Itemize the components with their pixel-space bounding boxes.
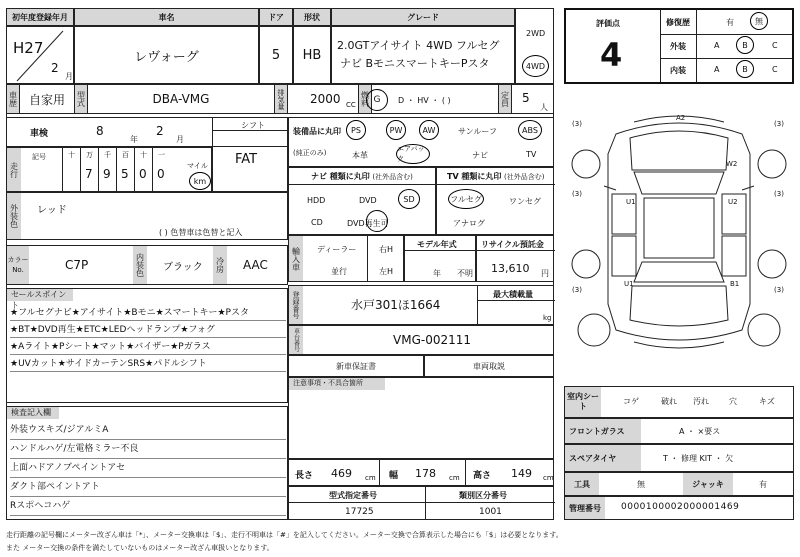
navi-dvd: DVD bbox=[359, 196, 377, 205]
tv-oneseg: ワンセグ bbox=[509, 197, 541, 206]
car-name-cell bbox=[74, 26, 259, 84]
import-cell bbox=[288, 235, 404, 282]
diagram-mark-a2: A2 bbox=[676, 114, 686, 122]
door-header: ドア bbox=[259, 8, 293, 26]
diagram-mark-3-ml: (3) bbox=[572, 190, 582, 198]
car-diagram bbox=[564, 94, 794, 376]
inspector-note-line: 外装ウスキズ/ジアルミA bbox=[10, 422, 286, 440]
model-year-unit: 年 bbox=[433, 269, 441, 278]
ac-label: 冷房 bbox=[213, 246, 227, 284]
type-numbers-divider bbox=[425, 487, 426, 519]
equip-pw-circled: PW bbox=[386, 120, 406, 140]
navi-cd: CD bbox=[311, 218, 323, 227]
equip-ps-circled: PS bbox=[346, 120, 366, 140]
type-number-value: 17725 bbox=[345, 507, 374, 517]
length-value: 469 bbox=[331, 467, 352, 480]
equipment-label: 装備品に丸印 bbox=[293, 127, 341, 136]
exterior-grade-label: 外装 bbox=[670, 42, 686, 51]
score-box bbox=[564, 8, 794, 84]
equipment-sub: (純正のみ) bbox=[293, 149, 327, 157]
type-number-label: 型式指定番号 bbox=[329, 491, 377, 500]
notes-cell bbox=[288, 377, 554, 459]
diagram-mark-u2: U2 bbox=[728, 198, 738, 206]
chassis-label: 車台番号 bbox=[289, 326, 303, 354]
mileage-unit-label: 十 bbox=[68, 151, 75, 159]
diagram-mark-3-br: (3) bbox=[774, 286, 784, 294]
inspection-month-unit: 月 bbox=[176, 135, 184, 144]
exterior-color-cell bbox=[6, 192, 288, 240]
class-number-value: 1001 bbox=[479, 507, 502, 517]
body-shape: HB bbox=[302, 47, 322, 63]
width-unit: cm bbox=[449, 474, 460, 482]
recycle-value: 13,610 bbox=[491, 262, 530, 275]
height-unit: cm bbox=[543, 474, 554, 482]
capacity-value: 5 bbox=[522, 91, 530, 105]
seat-opt-tear: 破れ bbox=[661, 397, 677, 406]
reg-year: H27 bbox=[13, 39, 44, 57]
manual-cell: 車両取説 bbox=[424, 355, 554, 377]
equip-sunroof: サンルーフ bbox=[458, 127, 497, 136]
drive-4wd-circled: 4WD bbox=[522, 55, 549, 77]
shift-label: シフト bbox=[241, 121, 265, 130]
drive-cell bbox=[515, 8, 554, 84]
recycle-unit: 円 bbox=[541, 269, 549, 278]
mileage-unit-label: 千 bbox=[104, 151, 111, 159]
grade-cell bbox=[331, 26, 515, 84]
model-year-unknown: 不明 bbox=[457, 269, 473, 278]
door-count: 5 bbox=[271, 47, 281, 63]
inspection-year: 8 bbox=[96, 124, 104, 138]
navi-dvd-play: DVD再生可 bbox=[347, 219, 389, 228]
sales-points-label: セールスポイント bbox=[7, 289, 73, 301]
model-year-underline bbox=[405, 250, 477, 251]
shape-header: 形状 bbox=[293, 8, 331, 26]
exterior-color-note: ( ) 色替車は色替と記入 bbox=[159, 228, 243, 237]
mileage-digit: 0 bbox=[139, 167, 147, 181]
inspector-note-line: Rスポヘコハゲ bbox=[10, 498, 286, 516]
mile-label: マイル bbox=[187, 162, 208, 170]
mileage-column bbox=[134, 147, 152, 192]
mileage-unit-label: 一 bbox=[158, 151, 165, 159]
diagram-mark-u1-rear: U1 bbox=[624, 280, 634, 288]
type-numbers-row bbox=[288, 486, 554, 520]
management-value: 0000100002000001469 bbox=[621, 502, 740, 512]
inspection-month: 2 bbox=[156, 124, 164, 138]
management-label: 管理番号 bbox=[565, 497, 605, 519]
diagram-mark-3-mr: (3) bbox=[774, 190, 784, 198]
mileage-unit-label: 十 bbox=[140, 151, 147, 159]
warranty-cell: 新車保証書 bbox=[288, 355, 424, 377]
car-outline-icon bbox=[564, 94, 794, 376]
width-value: 178 bbox=[415, 467, 436, 480]
score-divider-2 bbox=[696, 10, 697, 82]
shape-cell bbox=[293, 26, 331, 84]
spare-label: スペアタイヤ bbox=[565, 445, 641, 471]
inspector-note-line: ハンドルハゲ/左電格ミラー不良 bbox=[10, 441, 286, 459]
fuel-label: 燃料 bbox=[358, 84, 372, 114]
inspector-note-line: ダクト部ペイントアト bbox=[10, 479, 286, 497]
interior-color-value: ブラック bbox=[163, 262, 203, 273]
first-reg-cell bbox=[6, 26, 74, 84]
import-label: 輸入車 bbox=[289, 236, 303, 281]
color-no-row bbox=[6, 245, 288, 285]
sales-point-line: ★フルセグナビ★アイサイト★Bモニ★スマートキー★Pスタ bbox=[10, 305, 286, 321]
seat-opt-burn: コゲ bbox=[623, 397, 639, 406]
recycle-label: リサイクル預託金 bbox=[481, 240, 544, 249]
exterior-color-value: レッド bbox=[37, 205, 67, 216]
type-numbers-midline bbox=[289, 502, 555, 503]
seat-opt-dirt: 汚れ bbox=[693, 397, 709, 406]
tools-row bbox=[564, 472, 794, 496]
capacity-unit: 人 bbox=[540, 103, 548, 112]
door-cell bbox=[259, 26, 293, 84]
inspector-notes-label: 検査記入欄 bbox=[7, 407, 59, 419]
shift-cell bbox=[212, 117, 288, 192]
mileage-label: 走行 bbox=[7, 148, 21, 191]
equip-leather: 本革 bbox=[352, 151, 368, 160]
max-load-label: 最大積載量 bbox=[493, 290, 533, 299]
grade-line1: 2.0GTアイサイト 4WD フルセグ bbox=[337, 39, 500, 52]
jack-label: ジャッキ bbox=[683, 473, 733, 495]
chassis-cell bbox=[288, 325, 554, 355]
mileage-column bbox=[62, 147, 80, 192]
car-name: レヴォーグ bbox=[134, 49, 199, 65]
max-load-underline bbox=[477, 300, 555, 301]
diagram-mark-3-tl: (3) bbox=[572, 120, 582, 128]
footer-line-1: 走行距離の記号欄にメーター改ざん車は「*」、メーター交換車は「$」、走行不明車は「#」を記入してください。メーター交換で合算表示した場合にも「$」は必要となります。 bbox=[6, 531, 563, 539]
name-header: 車名 bbox=[74, 8, 259, 26]
navi-sd-circled: SD bbox=[398, 189, 420, 209]
model-year-label: モデル年式 bbox=[417, 240, 457, 249]
tools-value: 無 bbox=[637, 480, 645, 489]
chassis-value: VMG-002111 bbox=[393, 333, 471, 347]
seat-opt-hole: 穴 bbox=[729, 397, 737, 406]
first-reg-header: 初年度登録年月 bbox=[6, 8, 74, 26]
model-label: 型式 bbox=[74, 84, 88, 114]
registration-label: 登録番号 bbox=[289, 286, 303, 324]
ac-value: AAC bbox=[243, 258, 268, 272]
model-value: DBA-VMG bbox=[152, 92, 210, 106]
class-number-label: 類別区分番号 bbox=[459, 491, 507, 500]
exterior-grade-b-circled: B bbox=[736, 36, 754, 54]
recycle-cell bbox=[476, 235, 554, 282]
exterior-grade-a: A bbox=[714, 41, 720, 50]
sales-point-line: ★Aライト★Pシート★マット★バイザー★Pガラス bbox=[10, 339, 286, 355]
glass-value: A ・ ×要ス bbox=[679, 427, 721, 436]
interior-color-label: 内装色 bbox=[133, 246, 147, 284]
diagram-mark-w2: W2 bbox=[726, 160, 738, 168]
mileage-sym-label: 記号 bbox=[32, 153, 46, 161]
shift-value: FAT bbox=[235, 152, 258, 167]
sales-point-line: ★UVカット★サイドカーテンSRS★パドルシフト bbox=[10, 356, 286, 372]
equip-abs-circled: ABS bbox=[518, 120, 542, 140]
registration-value: 水戸301ほ1664 bbox=[351, 298, 441, 312]
import-divider bbox=[367, 236, 368, 281]
inspector-note-line: 上面ハドアノブペイントアセ bbox=[10, 460, 286, 478]
navi-underline bbox=[289, 184, 437, 185]
model-year-cell bbox=[404, 235, 476, 282]
displacement-value: 2000 bbox=[310, 92, 341, 106]
usage-label: 車歴 bbox=[6, 84, 20, 114]
score-line-1 bbox=[660, 34, 792, 35]
interior-grade-label: 内装 bbox=[670, 66, 686, 75]
navi-label: ナビ 種類に丸印 (社外品含む) bbox=[311, 172, 413, 181]
mileage-digit: 7 bbox=[85, 167, 93, 181]
grade-header: グレード bbox=[331, 8, 515, 26]
km-circled: km bbox=[189, 172, 211, 190]
tv-fullseg-circled: フルセグ bbox=[448, 189, 484, 209]
diagram-mark-3-bl: (3) bbox=[572, 286, 582, 294]
inspection-year-unit: 年 bbox=[130, 135, 138, 144]
dimensions-row bbox=[288, 459, 554, 486]
fuel-g-circled: G bbox=[366, 89, 388, 111]
length-unit: cm bbox=[365, 474, 376, 482]
mileage-column bbox=[116, 147, 134, 192]
repair-no-circled: 無 bbox=[750, 12, 768, 30]
management-row bbox=[564, 496, 794, 520]
import-parallel: 並行 bbox=[331, 267, 347, 276]
score-divider bbox=[660, 10, 661, 82]
mileage-column bbox=[152, 147, 170, 192]
spare-value: T ・ 修理 KIT ・ 欠 bbox=[663, 454, 734, 463]
dim-divider-1 bbox=[379, 460, 380, 485]
reg-month: 2 bbox=[51, 61, 59, 75]
spare-row bbox=[564, 444, 794, 472]
recycle-underline bbox=[477, 250, 555, 251]
score-label: 評価点 bbox=[596, 19, 620, 28]
equip-tv: TV bbox=[526, 150, 537, 159]
interior-grade-b-circled: B bbox=[736, 60, 754, 78]
mileage-digit: 9 bbox=[103, 167, 111, 181]
registration-cell bbox=[288, 285, 554, 325]
dim-divider-2 bbox=[465, 460, 466, 485]
interior-grade-a: A bbox=[714, 65, 720, 74]
import-dealer: ディーラー bbox=[317, 245, 357, 254]
fuel-options: D ・ HV ・ ( ) bbox=[398, 96, 451, 105]
tv-label: TV 種類に丸印 (社外品含む) bbox=[447, 172, 545, 181]
mileage-unit-label: 万 bbox=[86, 151, 93, 159]
capacity-label: 定員 bbox=[498, 84, 512, 114]
drive-2wd: 2WD bbox=[526, 29, 546, 38]
exterior-grade-c: C bbox=[772, 41, 778, 50]
diagram-mark-b1: B1 bbox=[730, 280, 740, 288]
seat-opt-scratch: キズ bbox=[759, 397, 775, 406]
repair-yes: 有 bbox=[726, 18, 734, 27]
width-label: 幅 bbox=[389, 471, 399, 481]
import-rh: 右H bbox=[379, 245, 394, 254]
displacement-label: 排気量 bbox=[274, 84, 288, 114]
glass-row bbox=[564, 418, 794, 444]
height-label: 高さ bbox=[473, 471, 492, 481]
sales-point-line: ★BT★DVD再生★ETC★LEDヘッドランプ★フォグ bbox=[10, 322, 286, 338]
equip-aw-circled: AW bbox=[419, 120, 439, 140]
equip-navi: ナビ bbox=[472, 151, 488, 160]
registration-divider bbox=[477, 286, 478, 324]
reg-month-unit: 月 bbox=[65, 72, 73, 81]
tv-analog: アナログ bbox=[453, 219, 485, 228]
mileage-column bbox=[80, 147, 98, 192]
length-label: 長さ bbox=[295, 471, 314, 481]
navi-dvd-play-circled bbox=[366, 210, 388, 232]
displacement-unit: CC bbox=[346, 101, 356, 109]
mileage-digit: 5 bbox=[121, 167, 129, 181]
tv-underline bbox=[437, 184, 555, 185]
interior-seat-label: 室内シート bbox=[565, 387, 601, 417]
inspection-label: 車検 bbox=[30, 129, 49, 139]
mileage-column bbox=[98, 147, 116, 192]
shift-underline bbox=[213, 130, 289, 131]
repair-label: 修復歴 bbox=[666, 18, 690, 27]
mileage-unit-label: 百 bbox=[122, 151, 129, 159]
color-no-value: C7P bbox=[65, 258, 89, 272]
max-load-unit: kg bbox=[543, 314, 552, 322]
equip-airbag-circled: エアバック bbox=[396, 144, 430, 164]
diagram-mark-u1: U1 bbox=[626, 198, 636, 206]
grade-line2: ナビ BモニスマートキーPスタ bbox=[340, 57, 490, 70]
import-lh: 左H bbox=[379, 267, 394, 276]
color-no-label: カラーNo. bbox=[7, 246, 29, 284]
diagram-mark-3-tr: (3) bbox=[774, 120, 784, 128]
usage-value: 自家用 bbox=[28, 92, 65, 107]
score-value: 4 bbox=[600, 36, 623, 74]
footer-line-2: また メーター交換の条件を満たしていないものはメーター改ざん車扱いとなります。 bbox=[6, 544, 274, 552]
navi-hdd: HDD bbox=[307, 196, 326, 205]
interior-seat-row bbox=[564, 386, 794, 418]
height-value: 149 bbox=[511, 467, 532, 480]
score-line-2 bbox=[660, 58, 792, 59]
exterior-color-label: 外装色 bbox=[7, 193, 21, 239]
jack-value: 有 bbox=[759, 480, 767, 489]
tools-label: 工具 bbox=[565, 473, 599, 495]
interior-grade-c: C bbox=[772, 65, 778, 74]
mileage-digit: 0 bbox=[157, 167, 165, 181]
notes-label: 注意事項・不具合箇所 bbox=[289, 378, 385, 390]
glass-label: フロントガラス bbox=[565, 419, 641, 443]
